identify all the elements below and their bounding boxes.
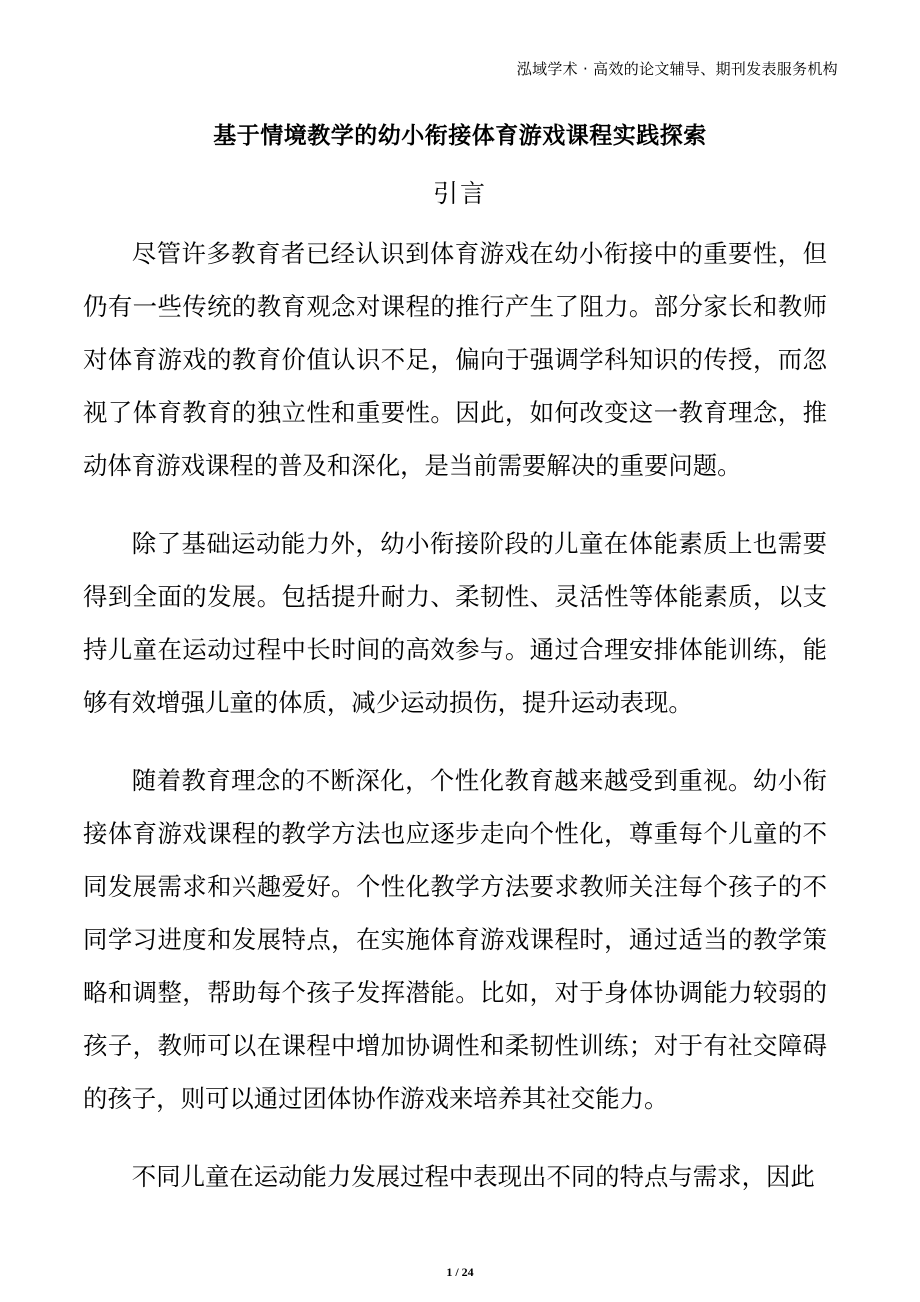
page-number: 1 / 24: [446, 1265, 474, 1279]
paragraph-1: 尽管许多教育者已经认识到体育游戏在幼小衔接中的重要性，但仍有一些传统的教育观念对课程的推行产生了阻力。部分家长和教师对体育游戏的教育价值认识不足，偏向于强调学科知识的传授，而忽视了体育教育的独立性和重要性。因此，如何改变这一教育理念，推动体育游戏课程的普及和深化，是当前需要解决的重要问题。: [83, 239, 827, 480]
running-header: 泓域学术 · 高效的论文辅导、期刊发表服务机构: [516, 60, 838, 78]
body-text: [83, 227, 827, 1228]
paragraph-4: 不同儿童在运动能力发展过程中表现出不同的特点与需求，因此: [131, 1162, 815, 1191]
header-divider: [83, 86, 837, 87]
paragraph-3: 随着教育理念的不断深化，个性化教育越来越受到重视。幼小衔接体育游戏课程的教学方法也应逐步走向个性化，尊重每个儿童的不同发展需求和兴趣爱好。个性化教学方法要求教师关注每个孩子的不同学习进度和发展特点，在实施体育游戏课程时，通过适当的教学策略和调整，帮助每个孩子发挥潜能。比如，对于身体协调能力较弱的孩子，教师可以在课程中增加协调性和柔韧性训练；对于有社交障碍的孩子，则可以通过团体协作游戏来培养其社交能力。: [83, 766, 827, 1113]
paragraph-2: 除了基础运动能力外，幼小衔接阶段的儿童在体能素质上也需要得到全面的发展。包括提升耐力、柔韧性、灵活性等体能素质，以支持儿童在运动过程中长时间的高效参与。通过合理安排体能训练，能够有效增强儿童的体质，减少运动损伤，提升运动表现。: [83, 529, 827, 717]
section-heading: 引言: [432, 179, 487, 208]
document-title: 基于情境教学的幼小衔接体育游戏课程实践探索: [213, 123, 707, 149]
